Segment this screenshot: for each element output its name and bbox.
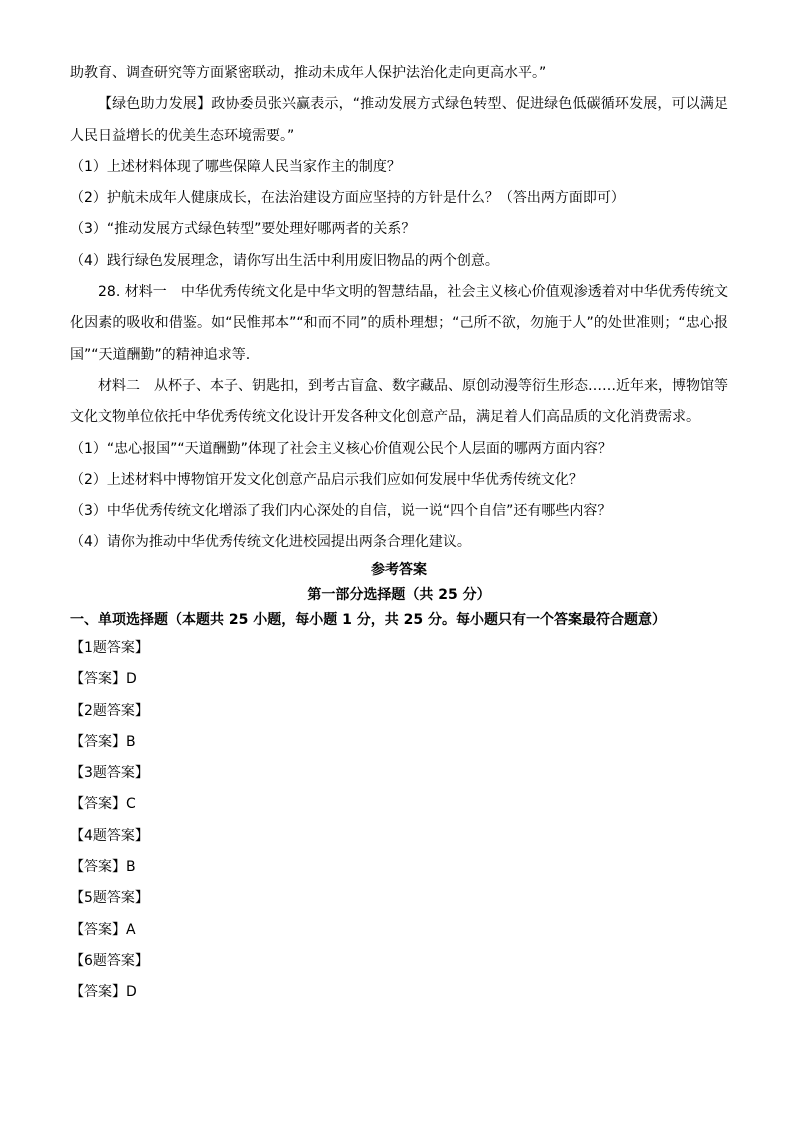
answer-label: 【5题答案】 bbox=[70, 890, 149, 907]
answer-value: 【答案】B bbox=[70, 733, 136, 750]
answer-value: 【答案】B bbox=[70, 859, 136, 876]
question-28-material-2: 材料二 从杯子、本子、钥匙扣，到考古盲盒、数字藏品、原创动漫等衍生形态……近年来，博物馆等文化文物单位依托中华优秀传统文化设计开发各种文化创意产品，满足着人们高品质的文化消费需求。 bbox=[70, 377, 728, 426]
answers-title: 参考答案 bbox=[371, 562, 427, 578]
answer-value: 【答案】A bbox=[70, 921, 136, 938]
part1-title: 第一部分选择题（共 25 分） bbox=[307, 587, 491, 603]
answer-label: 【2题答案】 bbox=[70, 702, 149, 719]
question-28-material-1: 28. 材料一 中华优秀传统文化是中华文明的智慧结晶，社会主义核心价值观渗透着对中华优秀传统文化因素的吸收和借鉴。如“民惟邦本”“和而不同”的质朴理想；“己所不欲，勿施于人”的处世准则；“忠心报国”“天道酬勤”的精神追求等. bbox=[70, 284, 728, 363]
answer-value: 【答案】D bbox=[70, 671, 137, 688]
sub-question-3: （3）中华优秀传统文化增添了我们内心深处的自信，说一说“四个自信”还有哪些内容？ bbox=[70, 503, 612, 520]
answer-label: 【4题答案】 bbox=[70, 827, 149, 844]
sub-question-4: （4）践行绿色发展理念，请你写出生活中利用废旧物品的两个创意。 bbox=[70, 252, 499, 269]
sub-question-1: （1）“忠心报国”“天道酬勤”体现了社会主义核心价值观公民个人层面的哪两方面内容？ bbox=[70, 440, 612, 457]
answer-label: 【3题答案】 bbox=[70, 765, 149, 782]
paragraph: 助教育、调查研究等方面紧密联动，推动未成年人保护法治化走向更高水平。” bbox=[70, 65, 547, 81]
answer-label: 【6题答案】 bbox=[70, 952, 149, 969]
answer-value: 【答案】C bbox=[70, 796, 136, 813]
section-title: 一、单项选择题（本题共 25 小题，每小题 1 分，共 25 分。每小题只有一个答案最符合题意） bbox=[70, 612, 666, 628]
answer-label: 【1题答案】 bbox=[70, 640, 149, 656]
sub-question-1: （1）上述材料体现了哪些保障人民当家作主的制度？ bbox=[70, 158, 401, 175]
sub-question-2: （2）护航未成年人健康成长，在法治建设方面应坚持的方针是什么？（答出两方面即可） bbox=[70, 190, 625, 207]
paragraph-green-development: 【绿色助力发展】政协委员张兴赢表示，“推动发展方式绿色转型、促进绿色低碳循环发展，可以满足人民日益增长的优美生态环境需要。” bbox=[70, 96, 728, 144]
sub-question-4: （4）请你为推动中华优秀传统文化进校园提出两条合理化建议。 bbox=[70, 534, 471, 551]
sub-question-2: （2）上述材料中博物馆开发文化创意产品启示我们应如何发展中华优秀传统文化？ bbox=[70, 471, 583, 488]
answer-value: 【答案】D bbox=[70, 984, 137, 1001]
question-27-continuation bbox=[70, 58, 728, 559]
sub-question-3: （3）“推动发展方式绿色转型”要处理好哪两者的关系？ bbox=[70, 221, 416, 238]
answer-list bbox=[70, 633, 728, 1009]
answers-header bbox=[70, 558, 728, 633]
